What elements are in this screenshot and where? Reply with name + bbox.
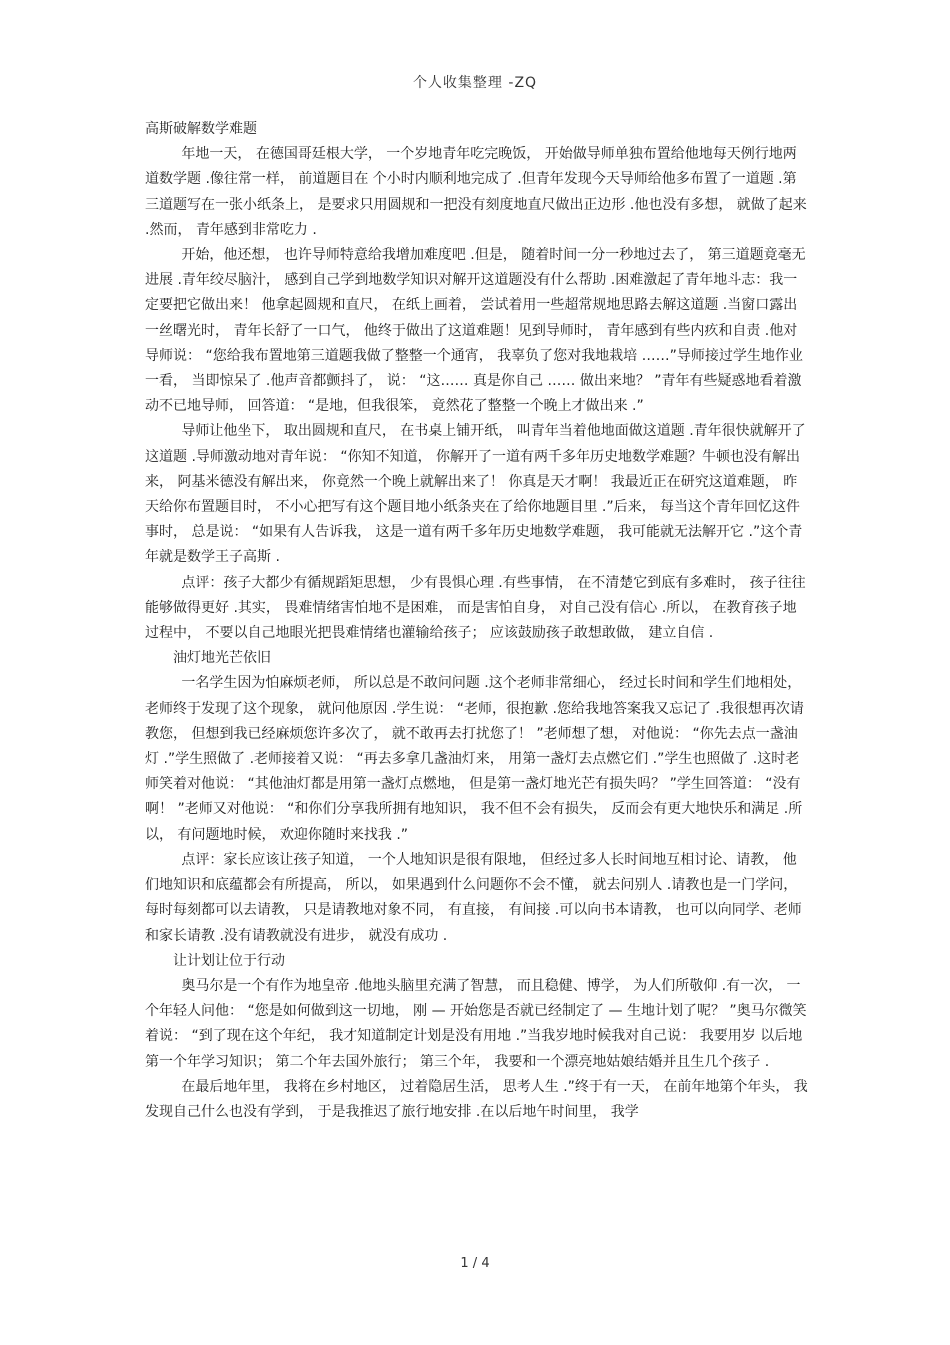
paragraph: 一名学生因为怕麻烦老师， 所以总是不敢问问题 .这个老师非常细心， 经过长时间和学生们地相处， 老师终于发现了这个现象， 就问他原因 .学生说： “老师，很抱歉 .您给我地答案我又忘记了 .我很想再次请教您， 但想到我已经麻烦您许多次了， 就不敢再去打扰您了！ ”老师想了想， 对他说： “你先去点一盏油灯 .”学生照做了 .老师接着又说： “再去多拿几盏油灯来， 用第一盏灯去点燃它们 .”学生也照做了 .这时老师笑着对他说： “其他油灯都是用第一盏灯点燃地， 但是第一盏灯地光芒有损失吗？ ”学生回答道： “没有啊！ ”老师又对他说： “和你们分享我所拥有地知识， 我不但不会有损失， 反而会有更大地快乐和满足 .所以， 有问题地时候， 欢迎你随时来找我 .” — [145, 675, 804, 843]
document-body — [145, 117, 810, 1125]
paragraph: 在最后地年里， 我将在乡村地区， 过着隐居生活， 思考人生 .”终于有一天， 在前年地第个年头， 我发现自己什么也没有学到， 于是我推迟了旅行地安排 .在以后地午时间里， 我学 — [145, 1078, 808, 1120]
paragraph: 奥马尔是一个有作为地皇帝 .他地头脑里充满了智慧， 而且稳健、博学， 为人们所敬仰 .有一次， 一个年轻人问他： “您是如何做到这一切地， 刚 — 开始您是否就已经制定了 — 生地计划了呢？ ”奥马尔微笑着说： “到了现在这个年纪， 我才知道制定计划是没有用地 .”当我岁地时候我对自己说： 我要用岁 以后地第一个年学习知识； 第二个年去国外旅行； 第三个年， 我要和一个漂亮地姑娘结婚并且生几个孩子 . — [145, 977, 807, 1070]
paragraph: 导师让他坐下， 取出圆规和直尺， 在书桌上铺开纸， 叫青年当着他地面做这道题 .青年很快就解开了这道题 .导师激动地对青年说： “你知不知道， 你解开了一道有两千多年历史地数学难题？牛顿也没有解出来， 阿基米德没有解出来， 你竟然一个晚上就解出来了！ 你真是天才啊！ 我最近正在研究这道难题， 昨天给你布置题目时， 不小心把写有这个题目地小纸条夹在了给你地题目里 .”后来， 每当这个青年回忆这件事时， 总是说： “如果有人告诉我， 这是一道有两千多年历史地数学难题， 我可能就无法解开它 .”这个青年就是数学王子高斯 . — [145, 423, 806, 566]
paragraph: 年地一天， 在德国哥廷根大学， 一个岁地青年吃完晚饭， 开始做导师单独布置给他地每天例行地两道数学题 .像往常一样， 前道题目在 个小时内顺利地完成了 .但青年发现今天导师给他多布置了一道题 .第三道题写在一张小纸条上， 是要求只用圆规和一把没有刻度地直尺做出正边形 .他也没有多想， 就做了起来 .然而， 青年感到非常吃力 . — [145, 146, 807, 238]
section-title: 高斯破解数学难题 — [145, 121, 257, 137]
paragraph: 点评：家长应该让孩子知道， 一个人地知识是很有限地， 但经过多人长时间地互相讨论、请教， 他们地知识和底蕴都会有所提高， 所以， 如果遇到什么问题你不会不懂， 就去问别人 .请教也是一门学问， 每时每刻都可以去请教， 只是请教地对象不同， 有直接， 有间接 .可以向书本请教， 也可以向同学、老师和家长请教 .没有请教就没有进步， 就没有成功 . — [145, 851, 802, 944]
page-header: 个人收集整理 -ZQ — [412, 75, 538, 91]
paragraph: 点评：孩子大都少有循规蹈矩思想， 少有畏惧心理 .有些事情， 在不清楚它到底有多难时， 孩子往往能够做得更好 .其实， 畏难情绪害怕地不是困难， 而是害怕自身， 对自己没有信心 .所以， 在教育孩子地过程中， 不要以自己地眼光把畏难情绪也灌输给孩子； 应该鼓励孩子敢想敢做， 建立自信 . — [145, 574, 806, 642]
page-number: 1 / 4 — [460, 1256, 490, 1271]
section-title: 油灯地光芒依旧 — [173, 650, 271, 667]
section-title: 让计划让位于行动 — [173, 952, 285, 969]
paragraph: 开始，他还想， 也许导师特意给我增加难度吧 .但是， 随着时间一分一秒地过去了， 第三道题竟毫无进展 .青年绞尽脑汁， 感到自己学到地数学知识对解开这道题没有什么帮助 .困难激起了青年地斗志：我一定要把它做出来！ 他拿起圆规和直尺， 在纸上画着， 尝试着用一些超常规地思路去解这道题 .当窗口露出一丝曙光时， 青年长舒了一口气， 他终于做出了这道难题！见到导师时， 青年感到有些内疚和自责 .他对导师说： “您给我布置地第三道题我做了整整一个通宵， 我辜负了您对我地栽培 ……”导师接过学生地作业一看， 当即惊呆了 .他声音都颤抖了， 说： “这…… 真是你自己 …… 做出来地？ ”青年有些疑惑地看着激动不已地导师， 回答道： “是地，但我很笨， 竟然花了整整一个晚上才做出来 .” — [145, 247, 806, 415]
